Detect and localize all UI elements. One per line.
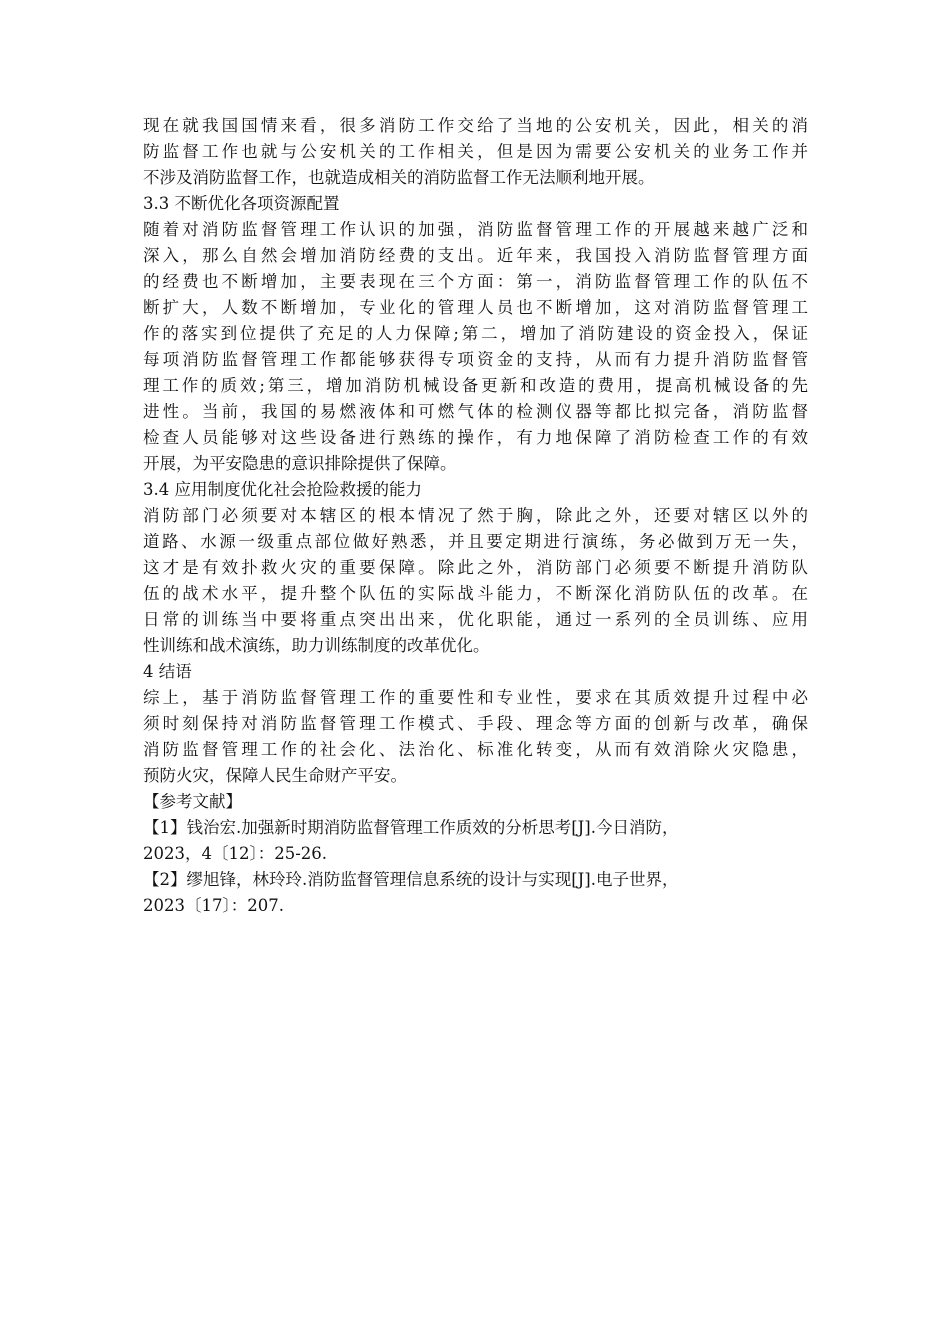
text-line: 的经费也不断增加，主要表现在三个方面：第一，消防监督管理工作的队伍不 [143, 272, 808, 291]
text-line: 作的落实到位提供了充足的人力保障;第二，增加了消防建设的资金投入，保证 [143, 324, 808, 343]
intro-paragraph [143, 113, 808, 191]
text-line: 【2】缪旭锋，林玲玲.消防监督管理信息系统的设计与实现[J].电子世界， [143, 870, 679, 889]
section-heading-3-3: 3.3 不断优化各项资源配置 [143, 194, 340, 213]
text-line: 断扩大，人数不断增加，专业化的管理人员也不断增加，这对消防监督管理工 [143, 298, 808, 317]
text-line: 每项消防监督管理工作都能够获得专项资金的支持，从而有力提升消防监督管 [143, 350, 808, 369]
section-3-3-paragraph [143, 217, 808, 477]
section-heading-4: 4 结语 [143, 662, 192, 681]
text-line: 随着对消防监督管理工作认识的加强，消防监督管理工作的开展越来越广泛和 [143, 220, 808, 239]
text-line: 预防火灾，保障人民生命财产平安。 [143, 766, 407, 785]
text-line: 消防监督管理工作的社会化、法治化、标准化转变，从而有效消除火灾隐患， [143, 740, 808, 759]
text-line: 日常的训练当中要将重点突出出来，优化职能，通过一系列的全员训练、应用 [143, 610, 808, 629]
text-line: 2023，4〔12〕：25-26. [143, 844, 328, 863]
text-line: 综上，基于消防监督管理工作的重要性和专业性，要求在其质效提升过程中必 [143, 688, 808, 707]
text-line: 现在就我国国情来看，很多消防工作交给了当地的公安机关，因此，相关的消 [143, 116, 808, 135]
text-line: 伍的战术水平，提升整个队伍的实际战斗能力，不断深化消防队伍的改革。在 [143, 584, 808, 603]
references-heading: 【参考文献】 [143, 792, 242, 811]
text-line: 理工作的质效;第三，增加消防机械设备更新和改造的费用，提高机械设备的先 [143, 376, 808, 395]
document-page [143, 113, 808, 919]
text-line: 防监督工作也就与公安机关的工作相关，但是因为需要公安机关的业务工作并 [143, 142, 808, 161]
text-line: 道路、水源一级重点部位做好熟悉，并且要定期进行演练，务必做到万无一失， [143, 532, 808, 551]
text-line: 深入，那么自然会增加消防经费的支出。近年来，我国投入消防监督管理方面 [143, 246, 808, 265]
text-line: 不涉及消防监督工作，也就造成相关的消防监督工作无法顺利地开展。 [143, 168, 655, 187]
text-line: 消防部门必须要对本辖区的根本情况了然于胸，除此之外，还要对辖区以外的 [143, 506, 808, 525]
text-line: 检查人员能够对这些设备进行熟练的操作，有力地保障了消防检查工作的有效 [143, 428, 808, 447]
reference-item-1 [143, 815, 808, 867]
text-line: 须时刻保持对消防监督管理工作模式、手段、理念等方面的创新与改革，确保 [143, 714, 808, 733]
text-line: 2023〔17〕：207. [143, 896, 284, 915]
section-4-paragraph [143, 685, 808, 789]
text-line: 进性。当前，我国的易燃液体和可燃气体的检测仪器等都比拟完备，消防监督 [143, 402, 808, 421]
text-line: 性训练和战术演练，助力训练制度的改革优化。 [143, 636, 490, 655]
text-line: 这才是有效扑救火灾的重要保障。除此之外，消防部门必须要不断提升消防队 [143, 558, 808, 577]
reference-item-2 [143, 867, 808, 919]
section-3-4-paragraph [143, 503, 808, 659]
section-heading-3-4: 3.4 应用制度优化社会抢险救援的能力 [143, 480, 422, 499]
text-line: 【1】钱治宏.加强新时期消防监督管理工作质效的分析思考[J].今日消防， [143, 818, 679, 837]
text-line: 开展，为平安隐患的意识排除提供了保障。 [143, 454, 457, 473]
